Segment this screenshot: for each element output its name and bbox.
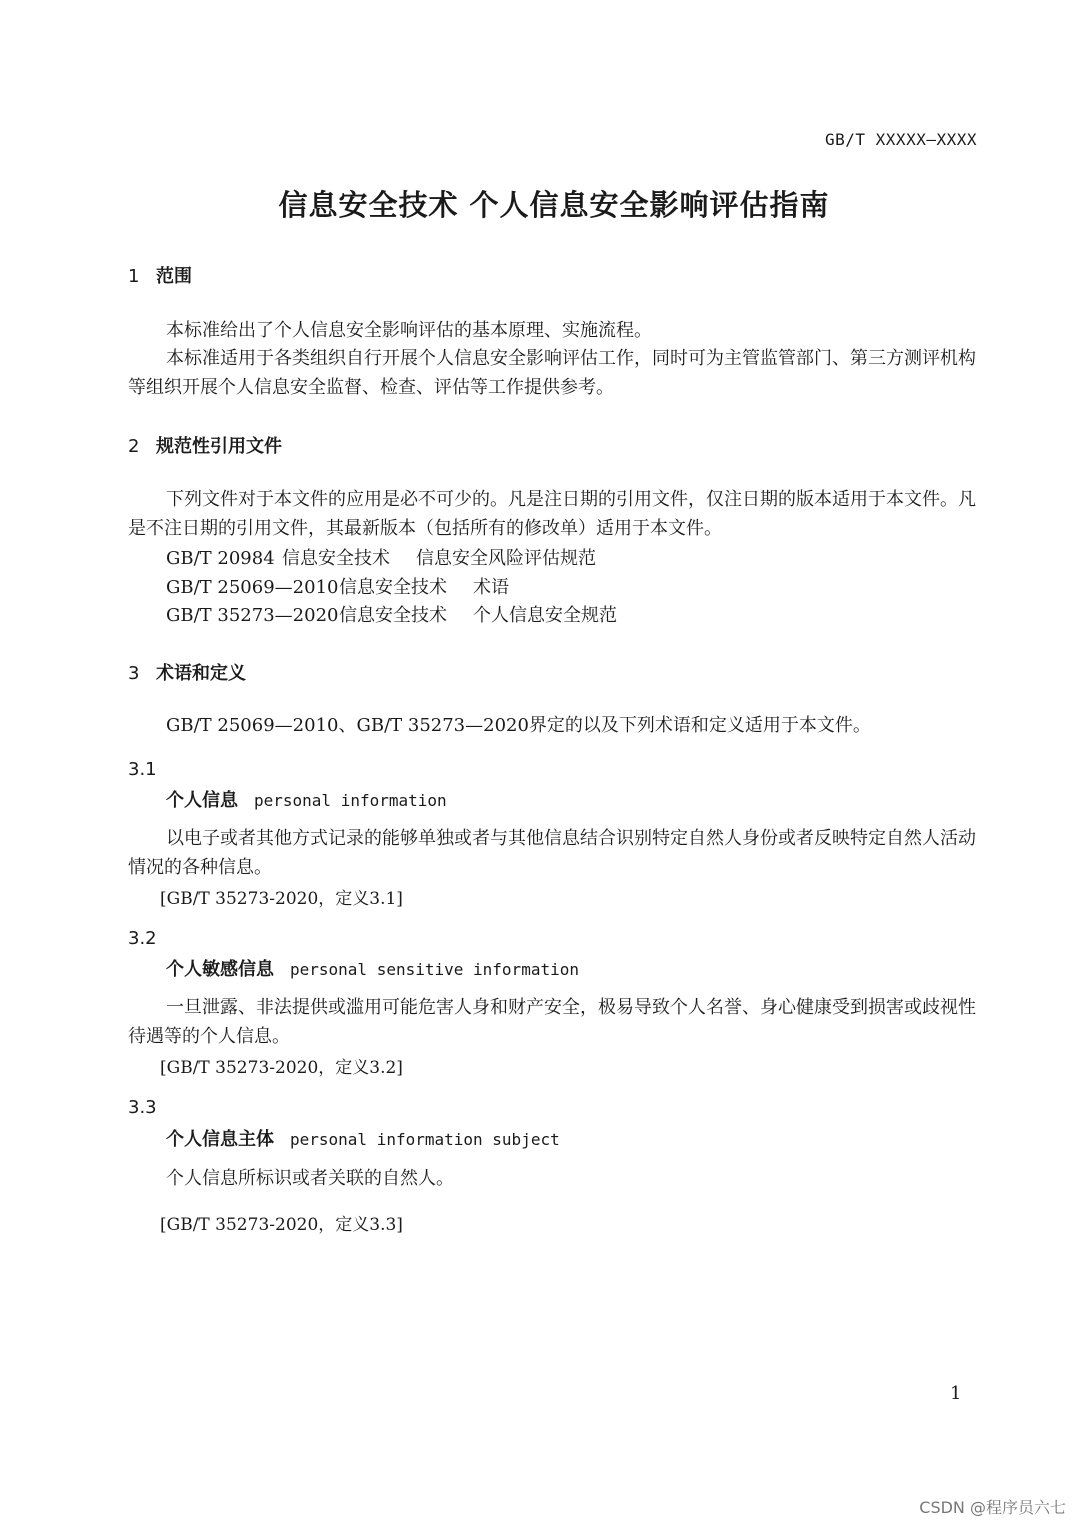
standard-code: GB/T XXXXX—XXXX xyxy=(825,130,977,149)
section-title: 规范性引用文件 xyxy=(156,436,282,457)
reference-item xyxy=(166,601,617,627)
term-source: [GB/T 35273-2020，定义3.1] xyxy=(160,889,403,909)
reference-code: GB/T 20984 xyxy=(166,548,275,569)
term-definition: 以电子或者其他方式记录的能够单独或者与其他信息结合识别特定自然人身份或者反映特定自然人活动情况的各种信息。 xyxy=(128,828,976,878)
page-number: 1 xyxy=(950,1383,962,1404)
paragraph: 本标准给出了个人信息安全影响评估的基本原理、实施流程。 xyxy=(166,320,652,341)
section-heading-1 xyxy=(128,262,192,288)
section-heading-3 xyxy=(128,659,246,685)
term-definition: 一旦泄露、非法提供或滥用可能危害人身和财产安全，极易导致个人名誉、身心健康受到损害或歧视性待遇等的个人信息。 xyxy=(128,997,976,1047)
paragraph: 本标准适用于各类组织自行开展个人信息安全影响评估工作，同时可为主管监管部门、第三方测评机构等组织开展个人信息安全监督、检查、评估等工作提供参考。 xyxy=(128,348,976,398)
reference-item xyxy=(166,544,596,570)
reference-title: 个人信息安全规范 xyxy=(473,605,617,626)
section-number: 2 xyxy=(128,436,140,457)
reference-code: GB/T 35273—2020 xyxy=(166,605,339,626)
term-zh: 个人信息 xyxy=(166,790,238,811)
section-heading-2 xyxy=(128,432,282,458)
term-zh: 个人信息主体 xyxy=(166,1129,274,1150)
reference-title-prefix: 信息安全技术 xyxy=(339,605,447,626)
section-number: 1 xyxy=(128,266,140,287)
clause-number: 3.3 xyxy=(128,1097,157,1118)
term-heading xyxy=(166,955,579,981)
paragraph: GB/T 25069—2010、GB/T 35273—2020界定的以及下列术语和定义适用于本文件。 xyxy=(166,715,871,736)
term-en: personal information subject xyxy=(290,1130,560,1149)
term-zh: 个人敏感信息 xyxy=(166,959,274,980)
clause-number: 3.1 xyxy=(128,759,157,780)
reference-title: 信息安全风险评估规范 xyxy=(416,548,596,569)
watermark: CSDN @程序员六七 xyxy=(919,1498,1066,1517)
term-source: [GB/T 35273-2020，定义3.3] xyxy=(160,1215,403,1235)
section-title: 范围 xyxy=(156,266,192,287)
clause-number: 3.2 xyxy=(128,928,157,949)
section-title: 术语和定义 xyxy=(156,663,246,684)
term-definition: 个人信息所标识或者关联的自然人。 xyxy=(166,1168,454,1189)
term-en: personal information xyxy=(254,791,447,810)
term-heading xyxy=(166,1125,560,1151)
document-title: 信息安全技术 个人信息安全影响评估指南 xyxy=(278,188,830,222)
term-source: [GB/T 35273-2020，定义3.2] xyxy=(160,1058,403,1078)
paragraph: 下列文件对于本文件的应用是必不可少的。凡是注日期的引用文件，仅注日期的版本适用于本文件。凡是不注日期的引用文件，其最新版本（包括所有的修改单）适用于本文件。 xyxy=(128,489,976,539)
term-en: personal sensitive information xyxy=(290,960,579,979)
reference-title: 术语 xyxy=(473,577,509,598)
reference-item xyxy=(166,573,509,599)
term-heading xyxy=(166,786,447,812)
reference-code: GB/T 25069—2010 xyxy=(166,577,339,598)
section-number: 3 xyxy=(128,663,140,684)
reference-title-prefix: 信息安全技术 xyxy=(339,577,447,598)
reference-title-prefix: 信息安全技术 xyxy=(282,548,390,569)
